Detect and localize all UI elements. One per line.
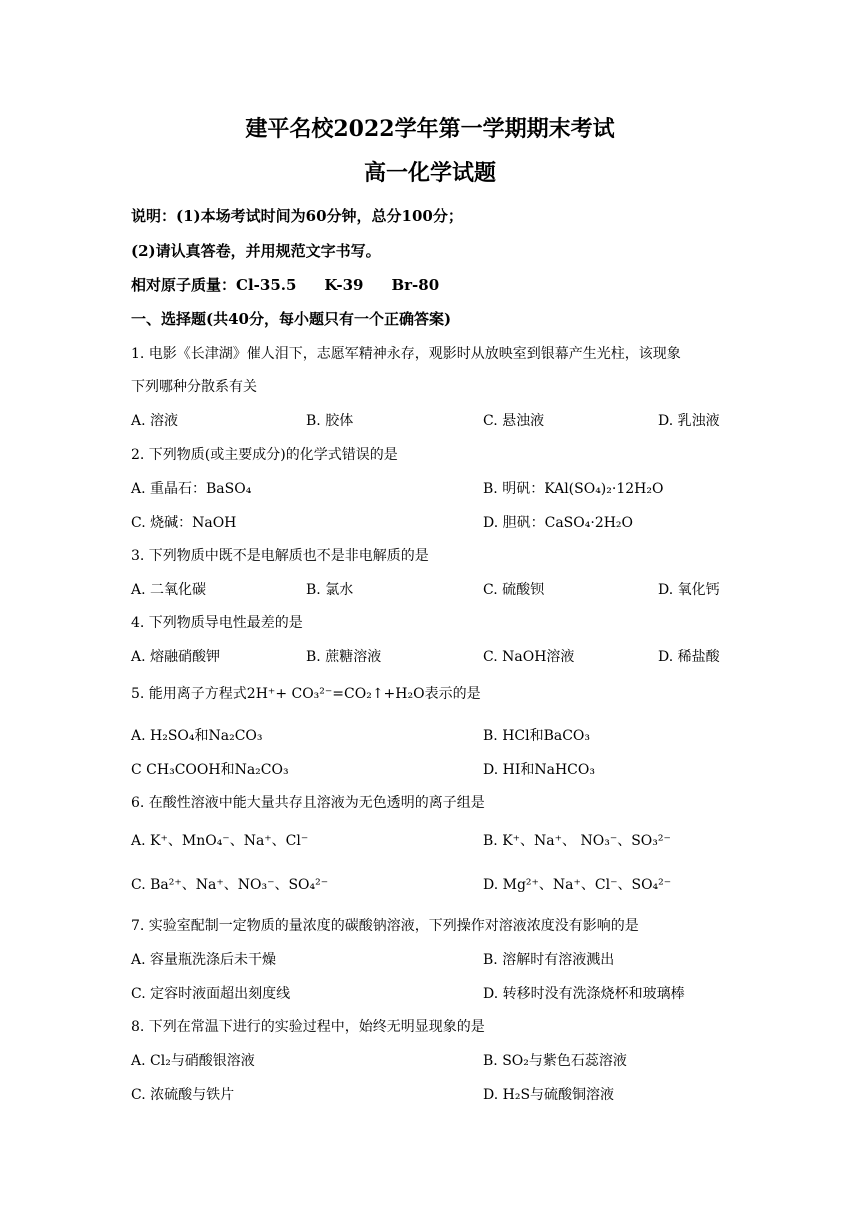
- question-5-option-c: C CH₃COOH和Na₂CO₃: [131, 762, 289, 778]
- question-2-option-a: A. 重晶石：BaSO₄: [131, 481, 252, 497]
- question-8-option-d: D. H₂S与硫酸铜溶液: [483, 1087, 615, 1103]
- question-2-option-b: B. 明矾：KAl(SO₄)₂·12H₂O: [483, 481, 664, 497]
- question-7-option-d: D. 转移时没有洗涤烧杯和玻璃棒: [483, 986, 685, 1002]
- question-2-option-d: D. 胆矾：CaSO₄·2H₂O: [483, 515, 634, 531]
- question-5-option-a: A. H₂SO₄和Na₂CO₃: [131, 728, 263, 744]
- question-1-option-a: A. 溶液: [131, 413, 179, 429]
- exam-title: 建平名校2022学年第一学期期末考试: [245, 116, 615, 142]
- question-5-option-d: D. HI和NaHCO₃: [483, 762, 595, 778]
- question-7-stem: 7. 实验室配制一定物质的量浓度的碳酸钠溶液，下列操作对溶液浓度没有影响的是: [131, 918, 639, 934]
- question-8-option-a: A. Cl₂与硝酸银溶液: [131, 1053, 255, 1069]
- question-3-option-c: C. 硫酸钡: [483, 582, 545, 598]
- question-8-stem: 8. 下列在常温下进行的实验过程中，始终无明显现象的是: [131, 1019, 485, 1035]
- question-4-option-a: A. 熔融硝酸钾: [131, 649, 221, 665]
- question-5-option-b: B. HCl和BaCO₃: [483, 728, 591, 744]
- question-5-stem: 5. 能用离子方程式2H⁺+ CO₃²⁻=CO₂↑+H₂O表示的是: [131, 686, 481, 702]
- question-8-option-b: B. SO₂与紫色石蕊溶液: [483, 1053, 627, 1069]
- question-1-stem-line-1: 1. 电影《长津湖》催人泪下，志愿军精神永存，观影时从放映室到银幕产生光柱，该现象: [131, 346, 681, 362]
- atomic-mass-br: Br-80: [391, 276, 440, 294]
- exam-subtitle: 高一化学试题: [363, 160, 496, 186]
- question-1-option-d: D. 乳浊液: [658, 413, 720, 429]
- question-1-option-b: B. 胶体: [306, 413, 354, 429]
- instructions-line-2: (2)请认真答卷，并用规范文字书写。: [131, 242, 381, 260]
- question-7-option-a: A. 容量瓶洗涤后未干燥: [131, 952, 277, 968]
- question-3-stem: 3. 下列物质中既不是电解质也不是非电解质的是: [131, 548, 429, 564]
- atomic-mass-label: 相对原子质量：: [131, 276, 237, 294]
- question-1-stem-line-2: 下列哪种分散系有关: [131, 379, 257, 395]
- question-3-option-b: B. 氯水: [306, 582, 354, 598]
- question-4-option-b: B. 蔗糖溶液: [306, 649, 382, 665]
- question-4-option-d: D. 稀盐酸: [658, 649, 720, 665]
- question-7-option-b: B. 溶解时有溶液溅出: [483, 952, 615, 968]
- question-6-stem: 6. 在酸性溶液中能大量共存且溶液为无色透明的离子组是: [131, 795, 485, 811]
- question-6-option-d: D. Mg²⁺、Na⁺、Cl⁻、SO₄²⁻: [483, 877, 672, 893]
- question-3-option-a: A. 二氧化碳: [131, 582, 207, 598]
- question-3-option-d: D. 氧化钙: [658, 582, 720, 598]
- atomic-mass-line: [131, 274, 439, 295]
- question-6-option-a: A. K⁺、MnO₄⁻、Na⁺、Cl⁻: [131, 833, 309, 849]
- atomic-mass-k: K-39: [324, 276, 364, 294]
- question-6-option-b: B. K⁺、Na⁺、 NO₃⁻、SO₃²⁻: [483, 833, 671, 849]
- question-8-option-c: C. 浓硫酸与铁片: [131, 1087, 235, 1103]
- question-4-stem: 4. 下列物质导电性最差的是: [131, 615, 303, 631]
- atomic-mass-cl: Cl-35.5: [236, 276, 297, 294]
- question-7-option-c: C. 定容时液面超出刻度线: [131, 986, 291, 1002]
- instructions-line-1: 说明：(1)本场考试时间为60分钟，总分100分；: [131, 207, 463, 225]
- section-heading: 一、选择题(共40分，每小题只有一个正确答案): [131, 310, 452, 328]
- question-2-stem: 2. 下列物质(或主要成分)的化学式错误的是: [131, 447, 398, 463]
- question-4-option-c: C. NaOH溶液: [483, 649, 575, 665]
- question-6-option-c: C. Ba²⁺、Na⁺、NO₃⁻、SO₄²⁻: [131, 877, 329, 893]
- question-2-option-c: C. 烧碱：NaOH: [131, 515, 237, 531]
- question-1-option-c: C. 悬浊液: [483, 413, 545, 429]
